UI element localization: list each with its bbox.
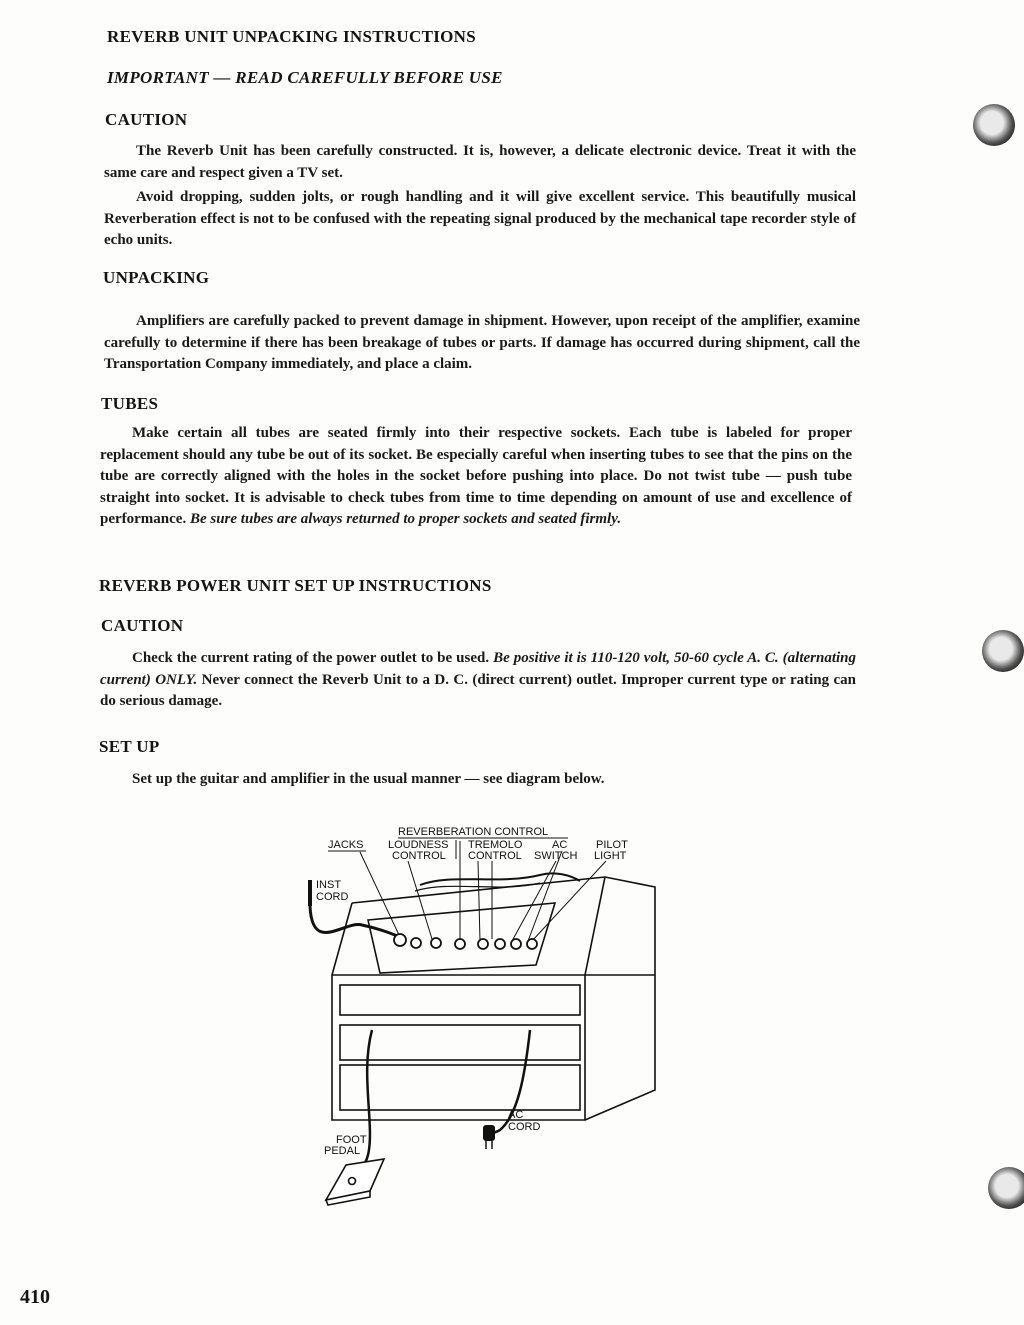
caution-paragraph-1: The Reverb Unit has been carefully constructed. It is, however, a delicate electronic device. Treat it with the same care and respect given a TV set. xyxy=(104,143,856,181)
foot-pedal-label: FOOT xyxy=(336,1134,367,1146)
inst-cord-label: INST xyxy=(316,879,342,891)
unpacking-paragraph: Amplifiers are carefully packed to prevent damage in shipment. However, upon receipt of the amplifier, examine carefully to determine if there has been breakage of tubes or parts. If damage has occurred during shipment, call the Transportation Company immediately, and place a claim. xyxy=(104,313,860,372)
setup-paragraph: Set up the guitar and amplifier in the usual manner — see diagram below. xyxy=(132,771,605,787)
caution-paragraph-3: Check the current rating of the power outlet to be used. Be positive it is 110-120 volt, 50-60 cycle A. C. (alternating current) ONLY. Never connect the Reverb Unit to a D. C. (direct current) outlet. Improper current type or rating can do serious damage. xyxy=(100,650,856,709)
ac-cord-sub-label: CORD xyxy=(508,1121,541,1133)
loudness-control-label: CONTROL xyxy=(392,850,446,862)
jacks-label: JACKS xyxy=(328,839,364,851)
page-number: 410 xyxy=(20,1286,50,1308)
reverberation-control-label: REVERBERATION CONTROL xyxy=(398,826,549,838)
setup-heading: SET UP xyxy=(99,737,160,756)
caution-heading-2: CAUTION xyxy=(101,616,184,635)
tubes-paragraph: Make certain all tubes are seated firmly into their respective sockets. Each tube is labeled for proper replacement should any tube be out of its socket. Be especially careful when inserting tubes to see that the pins on the tube are correctly aligned with the holes in the socket before pushing into place. Do not twist tube — push tube straight into socket. It is advisable to check tubes from time to time depending on amount of use and excellence of performance. Be sure tubes are always returned to proper sockets and seated firmly. xyxy=(100,425,852,527)
ac-switch-sub-label: SWITCH xyxy=(534,850,578,862)
tremolo-control-label: CONTROL xyxy=(468,850,522,862)
ac-switch-label: AC xyxy=(552,839,568,851)
inst-cord-sub-label: CORD xyxy=(316,891,349,903)
punch-hole-top xyxy=(973,104,1015,146)
setup-instructions-title: REVERB POWER UNIT SET UP INSTRUCTIONS xyxy=(99,576,492,595)
pilot-light-label: LIGHT xyxy=(594,850,627,862)
ac-cord-label: AC xyxy=(508,1109,524,1121)
important-notice: IMPORTANT — READ CAREFULLY BEFORE USE xyxy=(107,68,503,87)
foot-pedal-sub-label: PEDAL xyxy=(324,1145,361,1157)
tubes-heading: TUBES xyxy=(101,394,159,413)
caution-heading: CAUTION xyxy=(105,110,188,129)
unpacking-heading: UNPACKING xyxy=(103,268,210,287)
punch-hole-middle xyxy=(982,630,1024,672)
setup-diagram xyxy=(300,825,660,1220)
page-title: REVERB UNIT UNPACKING INSTRUCTIONS xyxy=(107,27,476,46)
punch-hole-bottom xyxy=(988,1167,1024,1209)
pilot-label: PILOT xyxy=(596,839,628,851)
tremolo-label: TREMOLO xyxy=(468,839,523,851)
caution-paragraph-2: Avoid dropping, sudden jolts, or rough handling and it will give excellent service. This beautifully musical Reverberation effect is not to be confused with the repeating signal produced by the mechanical tape recorder style of echo units. xyxy=(104,189,856,248)
loudness-label: LOUDNESS xyxy=(388,839,449,851)
